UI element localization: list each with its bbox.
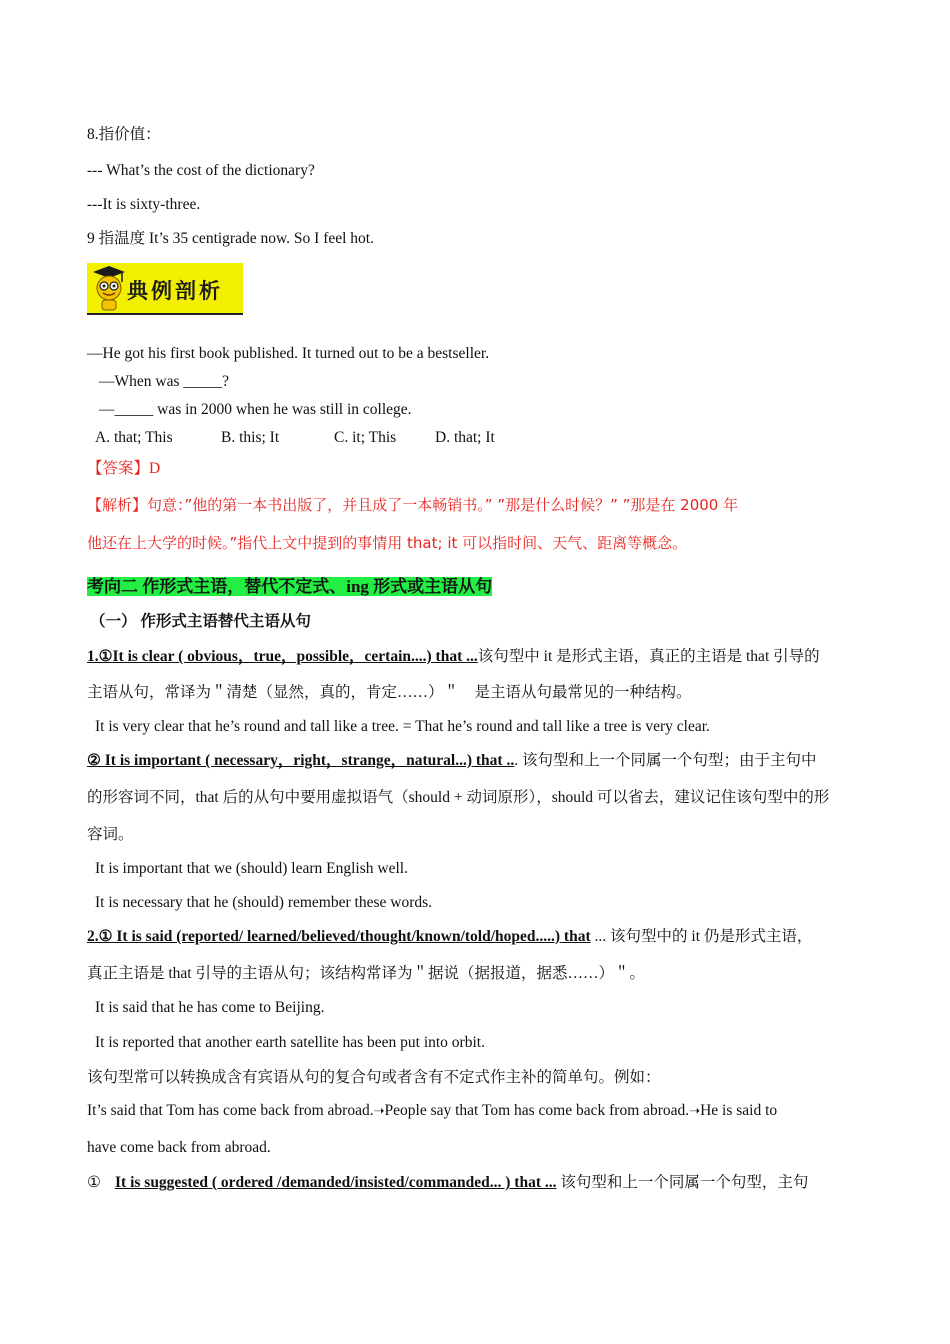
subsection-title: （一） 作形式主语替代主语从句 [90,613,311,630]
pattern3-line-1 [87,927,812,947]
pattern2-rest: . 该句型和上一个同属一个句型；由于主句中 [514,752,817,769]
example-line-2: —When was _____? [99,373,229,390]
pattern1-rest: 该句型中 it 是形式主语，真正的主语是 that 引导的 [477,648,820,665]
analysis-line-1: 【解析】句意：”他的第一本书出版了，并且成了一本畅销书。” ”那是什么时候？” ”那是在 2000 年 [87,496,739,514]
arrow-icon: ➝ [689,1104,701,1119]
example-line-3: —_____ was in 2000 when he was still in college. [99,401,412,418]
conversion-part-d: He is said to [700,1102,778,1119]
section-title [87,577,492,598]
pattern3-conversion-1 [87,1101,777,1122]
scholar-mascot-icon [89,264,129,312]
pattern2-line-3: 容词。 [87,826,134,843]
pattern1-line-1 [87,647,820,667]
pattern2-example-1: It is important that we (should) learn English well. [95,860,408,877]
option-b: B. this; It [221,429,280,446]
section-title-highlight: 考向二 作形式主语，替代不定式、ing 形式或主语从句 [87,577,493,596]
section9-text: 9 指温度 It’s 35 centigrade now. So I feel hot. [87,230,374,247]
pattern2-example-2: It is necessary that he (should) remember these words. [95,894,433,911]
example-options [95,428,495,448]
pattern3-example-2: It is reported that another earth satellite has been put into orbit. [95,1034,485,1051]
pattern1-line-2: 主语从句，常译为＂清楚（显然，真的，肯定……）＂ 是主语从句最常见的一种结构。 [87,684,692,701]
pattern3-rest: ... 该句型中的 it 仍是形式主语， [590,928,813,945]
arrow-icon: ➝ [373,1104,385,1119]
conversion-part-a: It’s said that Tom has come back [87,1102,290,1119]
pattern3-line-2: 真正主语是 that 引导的主语从句；该结构常译为＂据说（据报道，据悉……）＂。 [87,965,645,982]
answer-line: 【答案】D [87,460,161,477]
pattern2-head: ② It is important ( necessary，right，strange，natural...) that .. [87,752,515,769]
conversion-part-b: from abroad. [289,1102,374,1119]
analysis-line-2: 他还在上大学的时候。”指代上文中提到的事情用 that; it 可以指时间、天气、距离等概念。 [87,534,688,552]
pattern3-head: 2.① It is said (reported/ learned/believed/thought/known/told/hoped.....) that [87,928,591,945]
section8-heading: 8.指价值： [87,126,161,143]
example-line-1: —He got his first book published. It turned out to be a bestseller. [87,345,490,362]
badge-title: 典例剖析 [127,279,223,303]
conversion-part-c: People say that Tom has come back from abroad. [384,1102,690,1119]
pattern4-number: ① [87,1174,101,1191]
option-c: C. it; This [334,429,397,446]
pattern1-head: 1.①It is clear ( obvious，true，possible，certain....) that ... [87,648,478,665]
pattern3-note: 该句型常可以转换成含有宾语从句的复合句或者含有不定式作主补的简单句。例如： [87,1069,661,1086]
option-a: A. that; This [95,429,173,446]
pattern2-line-2: 的形容词不同，that 后的从句中要用虚拟语气（should + 动词原形），should 可以省去，建议记住该句型中的形 [87,789,830,806]
example-badge [87,263,243,315]
pattern3-example-1: It is said that he has come to Beijing. [95,999,325,1016]
section8-question: --- What’s the cost of the dictionary? [87,162,315,179]
pattern4-rest: 该句型和上一个同属一个句型，主句 [556,1174,809,1191]
pattern4-head: It is suggested ( ordered /demanded/insisted/commanded... ) that ... [115,1174,557,1191]
pattern4-line-1 [87,1173,808,1193]
section8-answer: ---It is sixty-three. [87,196,201,213]
option-d: D. that; It [435,429,495,446]
pattern2-line-1 [87,751,816,771]
pattern3-conversion-2: have come back from abroad. [87,1139,271,1156]
pattern1-example: It is very clear that he’s round and tall like a tree. = That he’s round and tall like a tree is very clear. [95,718,710,735]
